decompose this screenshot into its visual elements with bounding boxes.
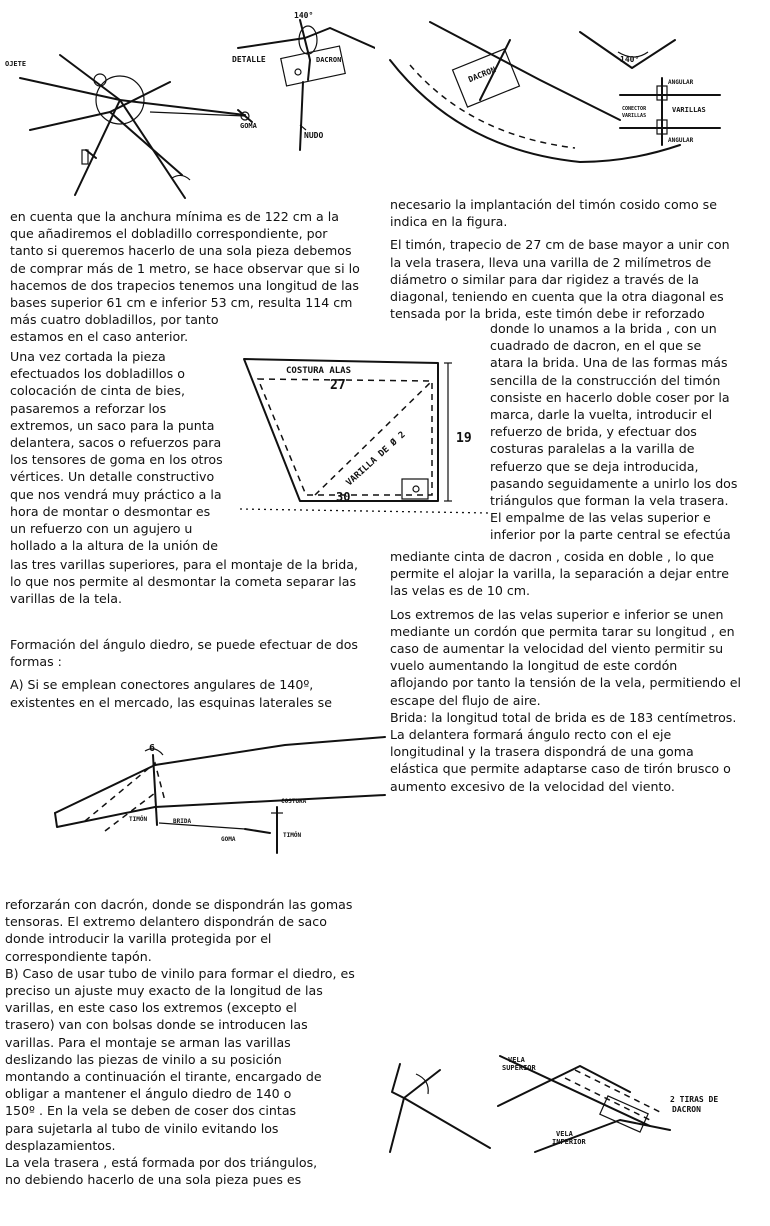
label-angular-bottom: ANGULAR: [668, 137, 694, 144]
right-text-wrap: [490, 320, 765, 544]
text-line: estamos en el caso anterior.: [10, 329, 189, 345]
text-line: hollado a la altura de la unión de: [10, 538, 218, 554]
text-line: refuerzo de brida, y efectuar dos: [490, 424, 697, 440]
label-angle: 140°: [620, 55, 640, 64]
text-line: donde introducir la varilla protegida por el: [5, 931, 272, 947]
text-line: montando a continuación el tirante, encargado de: [5, 1069, 322, 1085]
text-line: los tensores de goma en los otros: [10, 452, 223, 468]
text-line: de comprar más de 1 metro, se hace observar que si lo: [10, 260, 360, 276]
text-line: cuadrado de dacron, en el que se: [490, 338, 702, 354]
text-line: diagonal, teniendo en cuenta que la otra diagonal es: [390, 289, 724, 305]
label-ojete: OJETE: [5, 60, 27, 68]
text-line: efectuados los dobladillos o: [10, 366, 185, 382]
figure-rudder-trapezoid: [240, 355, 490, 515]
text-line: existentes en el mercado, las esquinas laterales se: [10, 694, 332, 710]
text-line: las tres varillas superiores, para el montaje de la brida,: [10, 557, 359, 572]
text-line: tensoras. El extremo delantero dispondrán de saco: [5, 914, 327, 930]
text-line: donde lo unamos a la brida , con un: [490, 321, 717, 336]
label-vela-superior-1: VELA: [508, 1056, 525, 1064]
text-line: atara la brida. Una de las formas más: [490, 355, 728, 371]
left-text-bottom: [5, 896, 375, 1188]
text-line: indica en la figura.: [390, 214, 508, 230]
text-line: más cuatro dobladillos, por tanto: [10, 312, 219, 328]
text-line: Brida: la longitud total de brida es de 183 centímetros.: [390, 709, 737, 725]
label-dacron: DACRON: [316, 56, 342, 64]
text-line: B) Caso de usar tubo de vinilo para formar el diedro, es: [5, 965, 355, 981]
text-line: un refuerzo con un agujero u: [10, 521, 193, 537]
label-diagonal: VARILLA DE Ø 2: [344, 430, 408, 489]
text-line: bases superior 61 cm e inferior 53 cm, resulta 114 cm: [10, 295, 353, 311]
text-line: La vela trasera , está formada por dos triángulos,: [5, 1155, 318, 1171]
text-line: mediante cinta de dacron , cosida en doble , lo que: [390, 549, 714, 564]
label-costura: COSTURA: [281, 798, 307, 805]
text-line: la vela trasera, lleva una varilla de 2 milímetros de: [390, 254, 712, 270]
right-text-full: [390, 548, 765, 795]
label-top-dimension: 27: [330, 378, 346, 393]
text-line: caso de aumentar la velocidad del viento permitir su: [390, 641, 724, 657]
label-height-dimension: 19: [456, 431, 472, 446]
text-line: trasero) van con bolsas donde se introducen las: [5, 1017, 308, 1033]
text-line: tanto si queremos hacerlo de una sola pieza debemos: [10, 243, 352, 259]
text-line: consiste en hacerlo doble coser por la: [490, 389, 730, 405]
label-angle: 6: [149, 743, 156, 754]
text-line: varillas. Para el montaje se arman las varillas: [5, 1034, 291, 1050]
text-line: inferior por la parte central se efectúa: [490, 527, 731, 543]
text-line: marca, darle la vuelta, introducir el: [490, 407, 713, 423]
label-vela-superior-2: SUPERIOR: [502, 1064, 536, 1072]
text-line: varillas de la tela.: [10, 591, 122, 607]
text-line: vértices. Un detalle constructivo: [10, 469, 215, 485]
text-line: delantera, sacos o refuerzos para: [10, 435, 222, 451]
text-line: Los extremos de las velas superior e inferior se unen: [390, 606, 724, 622]
text-line: colocación de cinta de bies,: [10, 383, 185, 399]
left-text-diedro: [10, 636, 375, 711]
text-line: que añadiremos el dobladillo correspondiente, por: [10, 226, 328, 242]
text-line: tensada por la brida, este timón debe ir reforzado: [390, 306, 705, 322]
label-goma: GOMA: [240, 122, 257, 130]
text-line: diámetro o similar para dar rigidez a través de la: [390, 271, 700, 287]
label-bottom-dimension: 30: [336, 490, 351, 504]
label-timon-left: TIMÓN: [129, 816, 148, 823]
text-line: no debiendo hacerlo de una sola pieza pues es: [5, 1172, 302, 1188]
text-line: preciso un ajuste muy exacto de la longitud de las: [5, 983, 323, 999]
text-line: hacemos de dos trapecios tenemos una longitud de las: [10, 277, 359, 293]
text-line: formas :: [10, 654, 62, 670]
label-nudo: NUDO: [304, 131, 324, 140]
left-text-wrap: [10, 348, 235, 554]
text-line: costuras paralelas a la varilla de: [490, 441, 695, 457]
text-line: aumento excesivo de la velocidad del viento.: [390, 778, 675, 794]
text-line: para sujetarla al tubo de vinilo evitando los: [5, 1120, 279, 1136]
label-vela-inferior-1: VELA: [556, 1130, 573, 1138]
text-line: vuelo aumentando la longitud de este cordón: [390, 658, 678, 674]
right-text-top: [390, 196, 765, 322]
text-line: deslizando las piezas de vinilo a su posición: [5, 1051, 282, 1067]
label-timon-right: TIMÓN: [283, 832, 302, 839]
label-vela-inferior-2: INFERIOR: [552, 1138, 586, 1146]
label-dacron: DACRON: [467, 65, 498, 85]
text-line: extremos, un saco para la punta: [10, 417, 215, 433]
text-line: correspondiente tapón.: [5, 948, 152, 964]
text-line: desplazamientos.: [5, 1137, 116, 1153]
text-line: refuerzo que se deja introducida,: [490, 458, 699, 474]
figure-kite-connectors: [380, 0, 770, 180]
text-line: triángulos que forman la vela trasera.: [490, 493, 729, 509]
figure-rudder-bridle: [45, 735, 390, 860]
text-line: que nos vendrá muy práctico a la: [10, 486, 222, 502]
text-line: las velas es de 10 cm.: [390, 583, 531, 599]
text-line: pasando seguidamente a unirlo los dos: [490, 475, 738, 491]
text-line: El empalme de las velas superior e: [490, 510, 711, 526]
text-line: mediante un cordón que permita tarar su longitud , en: [390, 623, 735, 639]
text-line: El timón, trapecio de 27 cm de base mayor a unir con: [390, 237, 730, 253]
label-angle: 140°: [294, 11, 314, 20]
label-varillas-small: VARILLAS: [622, 113, 647, 119]
label-tiras-2: DACRON: [672, 1105, 701, 1114]
label-tiras-1: 2 TIRAS DE: [670, 1095, 719, 1104]
figure-sail-junction: [380, 1040, 770, 1160]
text-line: obligar a mantener el ángulo diedro de 140 o: [5, 1086, 292, 1102]
left-text-full: [10, 556, 375, 608]
label-costura-alas: COSTURA ALAS: [286, 366, 352, 376]
text-line: en cuenta que la anchura mínima es de 122 cm a la: [10, 209, 339, 224]
text-line: varillas, en este caso los extremos (excepto el: [5, 1000, 297, 1016]
label-goma: GOMA: [221, 836, 236, 843]
label-conector: CONECTOR: [622, 106, 647, 112]
text-line: A) Si se emplean conectores angulares de 140º,: [10, 677, 314, 693]
text-line: Formación del ángulo diedro, se puede efectuar de dos: [10, 637, 358, 652]
text-line: hora de montar o desmontar es: [10, 503, 211, 519]
text-line: 150º . En la vela se deben de coser dos cintas: [5, 1103, 297, 1119]
text-line: reforzarán con dacrón, donde se dispondrán las gomas: [5, 897, 353, 912]
label-angular-top: ANGULAR: [668, 79, 694, 86]
text-line: necesario la implantación del timón cosido como se: [390, 197, 717, 212]
text-line: permite el alojar la varilla, la separación a dejar entre: [390, 566, 729, 582]
text-line: aflojando por tanto la tensión de la vela, permitiendo el: [390, 675, 742, 691]
label-detalle: DETALLE: [232, 55, 266, 64]
label-varillas: VARILLAS: [672, 106, 706, 114]
label-brida: BRIDA: [173, 818, 192, 825]
text-line: La delantera formará ángulo recto con el eje: [390, 727, 672, 743]
text-line: lo que nos permite al desmontar la cometa separar las: [10, 574, 357, 590]
left-text-top: [10, 208, 375, 346]
text-line: longitudinal y la trasera dispondrá de una goma: [390, 744, 694, 760]
figure-kite-bridle-detail: [0, 0, 375, 200]
text-line: escape del flujo de aire.: [390, 692, 541, 708]
text-line: Una vez cortada la pieza: [10, 349, 166, 364]
text-line: elástica que permite adaptarse caso de tirón brusco o: [390, 761, 731, 777]
text-line: pasaremos a reforzar los: [10, 400, 167, 416]
text-line: sencilla de la construcción del timón: [490, 372, 721, 388]
